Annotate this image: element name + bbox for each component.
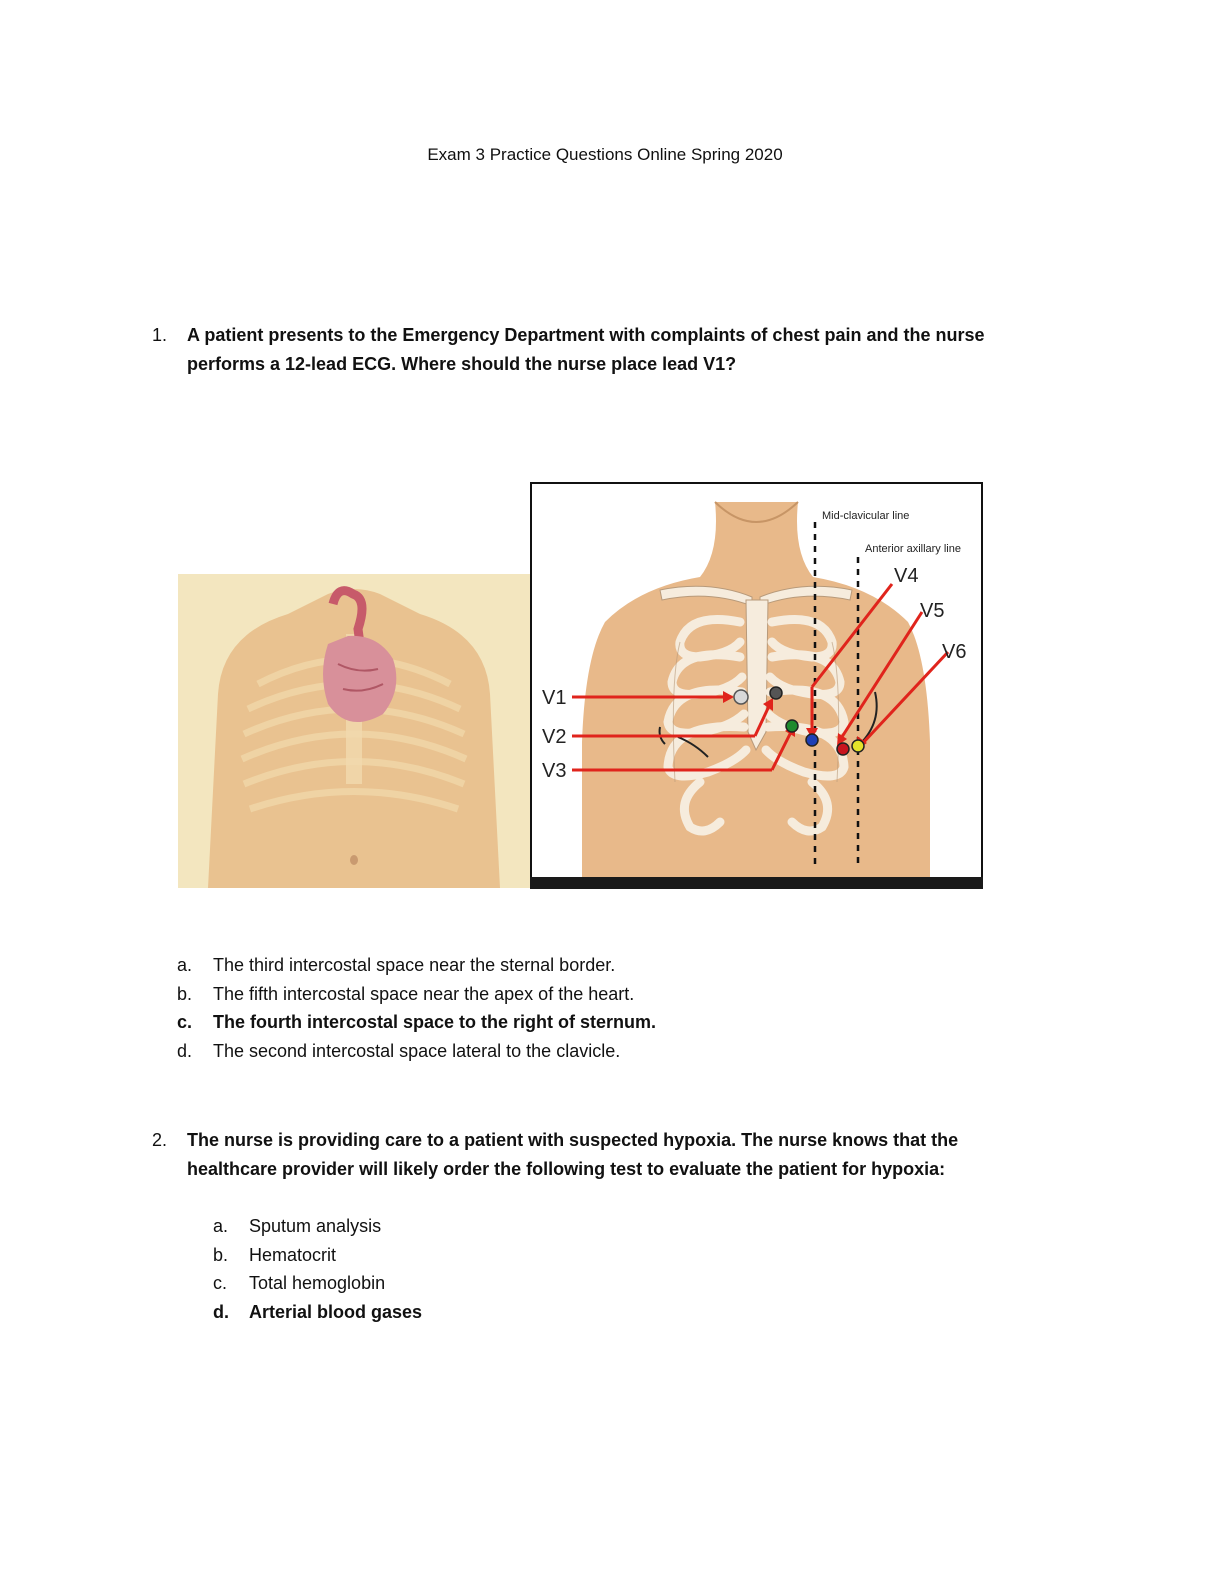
question-text: The nurse is providing care to a patient with suspected hypoxia. The nurse knows that the healthcare provider will likely order the following test to evaluate the patient for hypoxia: xyxy=(187,1130,959,1179)
navel xyxy=(350,855,358,865)
label-v3: V3 xyxy=(542,760,567,782)
electrode-v1 xyxy=(734,690,748,704)
option-a xyxy=(177,951,656,980)
torso-heart-image xyxy=(178,574,530,888)
question-2-options xyxy=(213,1212,422,1326)
electrode-v3 xyxy=(786,720,798,732)
electrode-v6 xyxy=(852,740,864,752)
option-text: Hematocrit xyxy=(249,1244,337,1265)
option-letter: c. xyxy=(213,1273,228,1293)
option-letter: b. xyxy=(177,983,193,1004)
electrode-v5 xyxy=(837,743,849,755)
label-v5: V5 xyxy=(920,600,945,622)
electrode-v4 xyxy=(806,734,818,746)
option-b xyxy=(177,980,656,1009)
option-letter: a. xyxy=(213,1216,229,1236)
label-v1: V1 xyxy=(542,687,567,709)
option-d xyxy=(177,1037,656,1066)
option-b xyxy=(213,1241,422,1270)
ecg-lead-placement-diagram xyxy=(530,482,983,889)
question-1 xyxy=(152,321,1057,379)
question-number: 1. xyxy=(152,325,168,345)
electrode-v2 xyxy=(770,687,782,699)
option-text: The third intercostal space near the sternal border. xyxy=(213,955,616,975)
label-v2: V2 xyxy=(542,726,567,748)
option-text: Total hemoglobin xyxy=(249,1273,386,1293)
option-c-correct xyxy=(177,1008,656,1037)
option-letter: b. xyxy=(213,1244,229,1265)
label-v6: V6 xyxy=(942,641,967,663)
option-letter: d. xyxy=(213,1301,229,1322)
option-text: The fifth intercostal space near the apex of the heart. xyxy=(213,983,635,1004)
question-text: A patient presents to the Emergency Department with complaints of chest pain and the nurse performs a 12-lead ECG. Where should the nurse place lead V1? xyxy=(187,325,985,374)
option-letter: a. xyxy=(177,955,193,975)
page-title: Exam 3 Practice Questions Online Spring 2020 xyxy=(427,145,783,164)
option-text: Arterial blood gases xyxy=(249,1301,423,1322)
option-d-correct xyxy=(213,1298,422,1327)
option-a xyxy=(213,1212,422,1241)
question-2 xyxy=(152,1126,1047,1184)
label-v4: V4 xyxy=(894,565,919,587)
option-c xyxy=(213,1269,422,1298)
anterior-axillary-label: Anterior axillary line xyxy=(865,543,961,555)
option-letter: c. xyxy=(177,1012,193,1032)
option-text: The fourth intercostal space to the right of sternum. xyxy=(213,1012,657,1032)
mid-clavicular-label: Mid-clavicular line xyxy=(822,510,910,522)
option-text: The second intercostal space lateral to the clavicle. xyxy=(213,1040,621,1061)
option-text: Sputum analysis xyxy=(249,1216,382,1236)
question-1-options xyxy=(177,951,656,1065)
option-letter: d. xyxy=(177,1040,193,1061)
question-number: 2. xyxy=(152,1130,168,1150)
